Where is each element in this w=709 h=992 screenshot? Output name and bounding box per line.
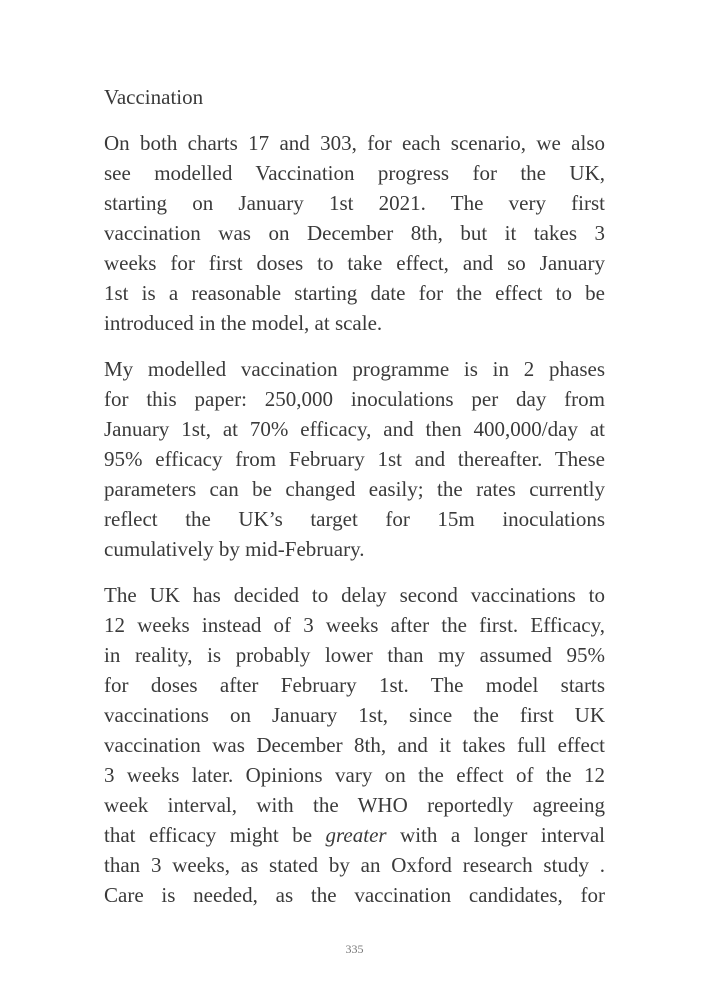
text-line: 95% efficacy from February 1st and thereafter. These: [104, 447, 605, 471]
text-line: vaccination was on December 8th, but it takes 3: [104, 221, 605, 245]
text-line: for this paper: 250,000 inoculations per day from: [104, 387, 605, 411]
text-line: 12 weeks instead of 3 weeks after the first. Efficacy,: [104, 613, 605, 637]
text-line: introduced in the model, at scale.: [104, 311, 383, 335]
document-page: [104, 82, 605, 926]
text-line: vaccinations on January 1st, since the first UK: [104, 703, 605, 727]
page-number: 335: [345, 942, 364, 956]
paragraph-3: [104, 580, 605, 910]
text-segment: that efficacy might be: [104, 823, 326, 847]
text-line: see modelled Vaccination progress for the UK,: [104, 161, 605, 185]
text-line: parameters can be changed easily; the rates currently: [104, 477, 605, 501]
text-line: cumulatively by mid-February.: [104, 537, 365, 561]
text-line-with-emphasis: [104, 820, 605, 850]
text-line: vaccination was December 8th, and it takes full effect: [104, 733, 605, 757]
text-line: My modelled vaccination programme is in 2 phases: [104, 357, 605, 381]
text-line: 1st is a reasonable starting date for the effect to be: [104, 281, 605, 305]
text-line: for doses after February 1st. The model starts: [104, 673, 605, 697]
text-line: in reality, is probably lower than my assumed 95%: [104, 643, 605, 667]
text-line: The UK has decided to delay second vaccinations to: [104, 583, 605, 607]
text-line: 3 weeks later. Opinions vary on the effect of the 12: [104, 763, 605, 787]
paragraph-2: [104, 354, 605, 564]
emphasis-text: greater: [325, 823, 387, 847]
text-line: On both charts 17 and 303, for each scenario, we also: [104, 131, 605, 155]
paragraph-1: [104, 128, 605, 338]
text-line: week interval, with the WHO reportedly agreeing: [104, 793, 605, 817]
text-line: starting on January 1st 2021. The very first: [104, 191, 605, 215]
text-line: weeks for first doses to take effect, and so January: [104, 251, 605, 275]
text-line: Care is needed, as the vaccination candidates, for: [104, 883, 605, 907]
text-line: than 3 weeks, as stated by an Oxford research study .: [104, 853, 605, 877]
text-line: January 1st, at 70% efficacy, and then 400,000/day at: [104, 417, 605, 441]
section-heading: Vaccination: [104, 85, 204, 109]
text-line: reflect the UK’s target for 15m inoculations: [104, 507, 605, 531]
text-segment: with a longer interval: [386, 823, 605, 847]
